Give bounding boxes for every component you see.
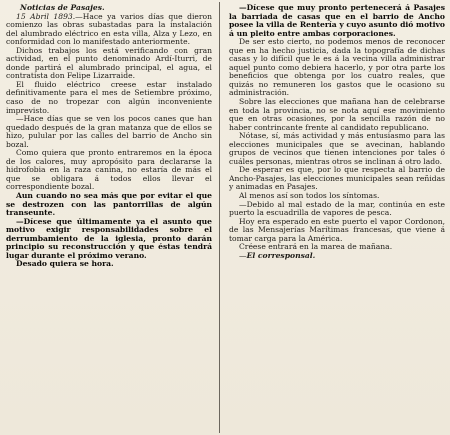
right-paragraph-3: Sobre las elecciones que mañana han de celebrarse en toda la provincia, no se nota aquí ese movimiento que en otras ocasiones, por la sencilla razón de no haber contrincante frente al candidato republicano. [229, 97, 445, 132]
column-divider [219, 2, 220, 433]
left-column [6, 4, 212, 431]
dateline-date: 15 Abril 1893. [16, 11, 76, 21]
left-closing-line: Desado quiera se hora. [16, 259, 114, 269]
right-paragraph-6: Al menos así son todos los síntomas. [239, 191, 380, 201]
dateline-paragraph [6, 13, 212, 47]
left-paragraph-4: Como quiera que pronto entraremos en la época de los calores, muy apropósito para declararse la hidrofobia en la raza canina, no estaría de más el que se obligara á todos ellos llevar el correspondiente bozal. [6, 148, 212, 192]
left-paragraph-1: Dichos trabajos los está verificando con gran actividad, en el punto denominado Ardí-Iturri, de donde partirá el alumbrado principal, el agua, el contratista don Felipe Lizarraide. [6, 45, 212, 81]
news-heading: Noticias de Pasajes. [20, 4, 105, 12]
left-paragraph-3: —Hace días que se ven los pocos canes que han quedado después de la gran matanza que de ellos se hizo, pulular por las calles del barrio de Ancho sin bozal. [6, 114, 212, 149]
right-paragraph-8: Hoy era esperado en este puerto el vapor Cordonon, de las Mensajerías Marítimas francesas, que viene á tomar carga para la América. [229, 216, 445, 243]
right-paragraph-5: De esperar es que, por lo que respecta al barrio de Ancho-Pasajes, las elecciones municipales sean reñidas y animadas en Pasajes. [229, 165, 445, 192]
signoff-dash: — [239, 250, 247, 260]
right-column [229, 4, 445, 431]
signoff-line [229, 252, 445, 261]
left-paragraph-5: Aun cuando no sea más que por evitar el que se destrozen con las pantorrillas de algún transeunte. [6, 191, 212, 218]
right-paragraph-1: —Dícese que muy pronto pertenecerá á Pasajes la barriada de casas que en el barrio de Ancho posee la villa de Rentería y cuyo asunto dió motivo á un pleito entre ambas corporaciones. [229, 4, 445, 38]
dateline-text: —Hace ya varios días que dieron comienzo las obras subastadas para la instalación del alumbrado eléctrico en esta villa, Alza y Lezo, en conformidad con lo manifestado anteriormente. [6, 11, 212, 47]
right-paragraph-2: De ser esto cierto, no podemos menos de reconocer que en ha hecho justicia, dada la topografía de dichas casas y lo difícil que le es á la vecina villa administrar aquel punto como debiera hacerlo, y por otra parte los beneficios que obtenga por los cuatro reales, que quizás no remuneren los gastos que le ocasiono su administración. [229, 37, 445, 98]
left-paragraph-6: —Dícese que últimamente ya el asunto que motivo exigir responsabilidades sobre el derrumbamiento de la iglesia, pronto darán principio su reconstrucción y que éstas tendrá lugar durante el próximo verano. [6, 216, 212, 260]
right-paragraph-4: Nótase, sí, más actividad y más entusiasmo para las elecciones municipales que se avecinan, hablando grupos de vecinos que tienen intenciones por tales ó cuáles personas, mientras otros se inclinan á otro lado. [229, 131, 445, 166]
left-paragraph-2: El fluido eléctrico creese estar instalado definitivamente para el mes de Setiembre próximo, caso de no tropezar con algún inconveniente imprevisto. [6, 79, 212, 115]
signoff-correspondent: El corresponsal. [246, 250, 316, 260]
right-paragraph-7: —Debido al mal estado de la mar, continúa en este puerto la escuadrilla de vapores de pesca. [229, 199, 445, 218]
right-paragraph-9: Créese entrará en la marea de mañana. [239, 242, 393, 252]
